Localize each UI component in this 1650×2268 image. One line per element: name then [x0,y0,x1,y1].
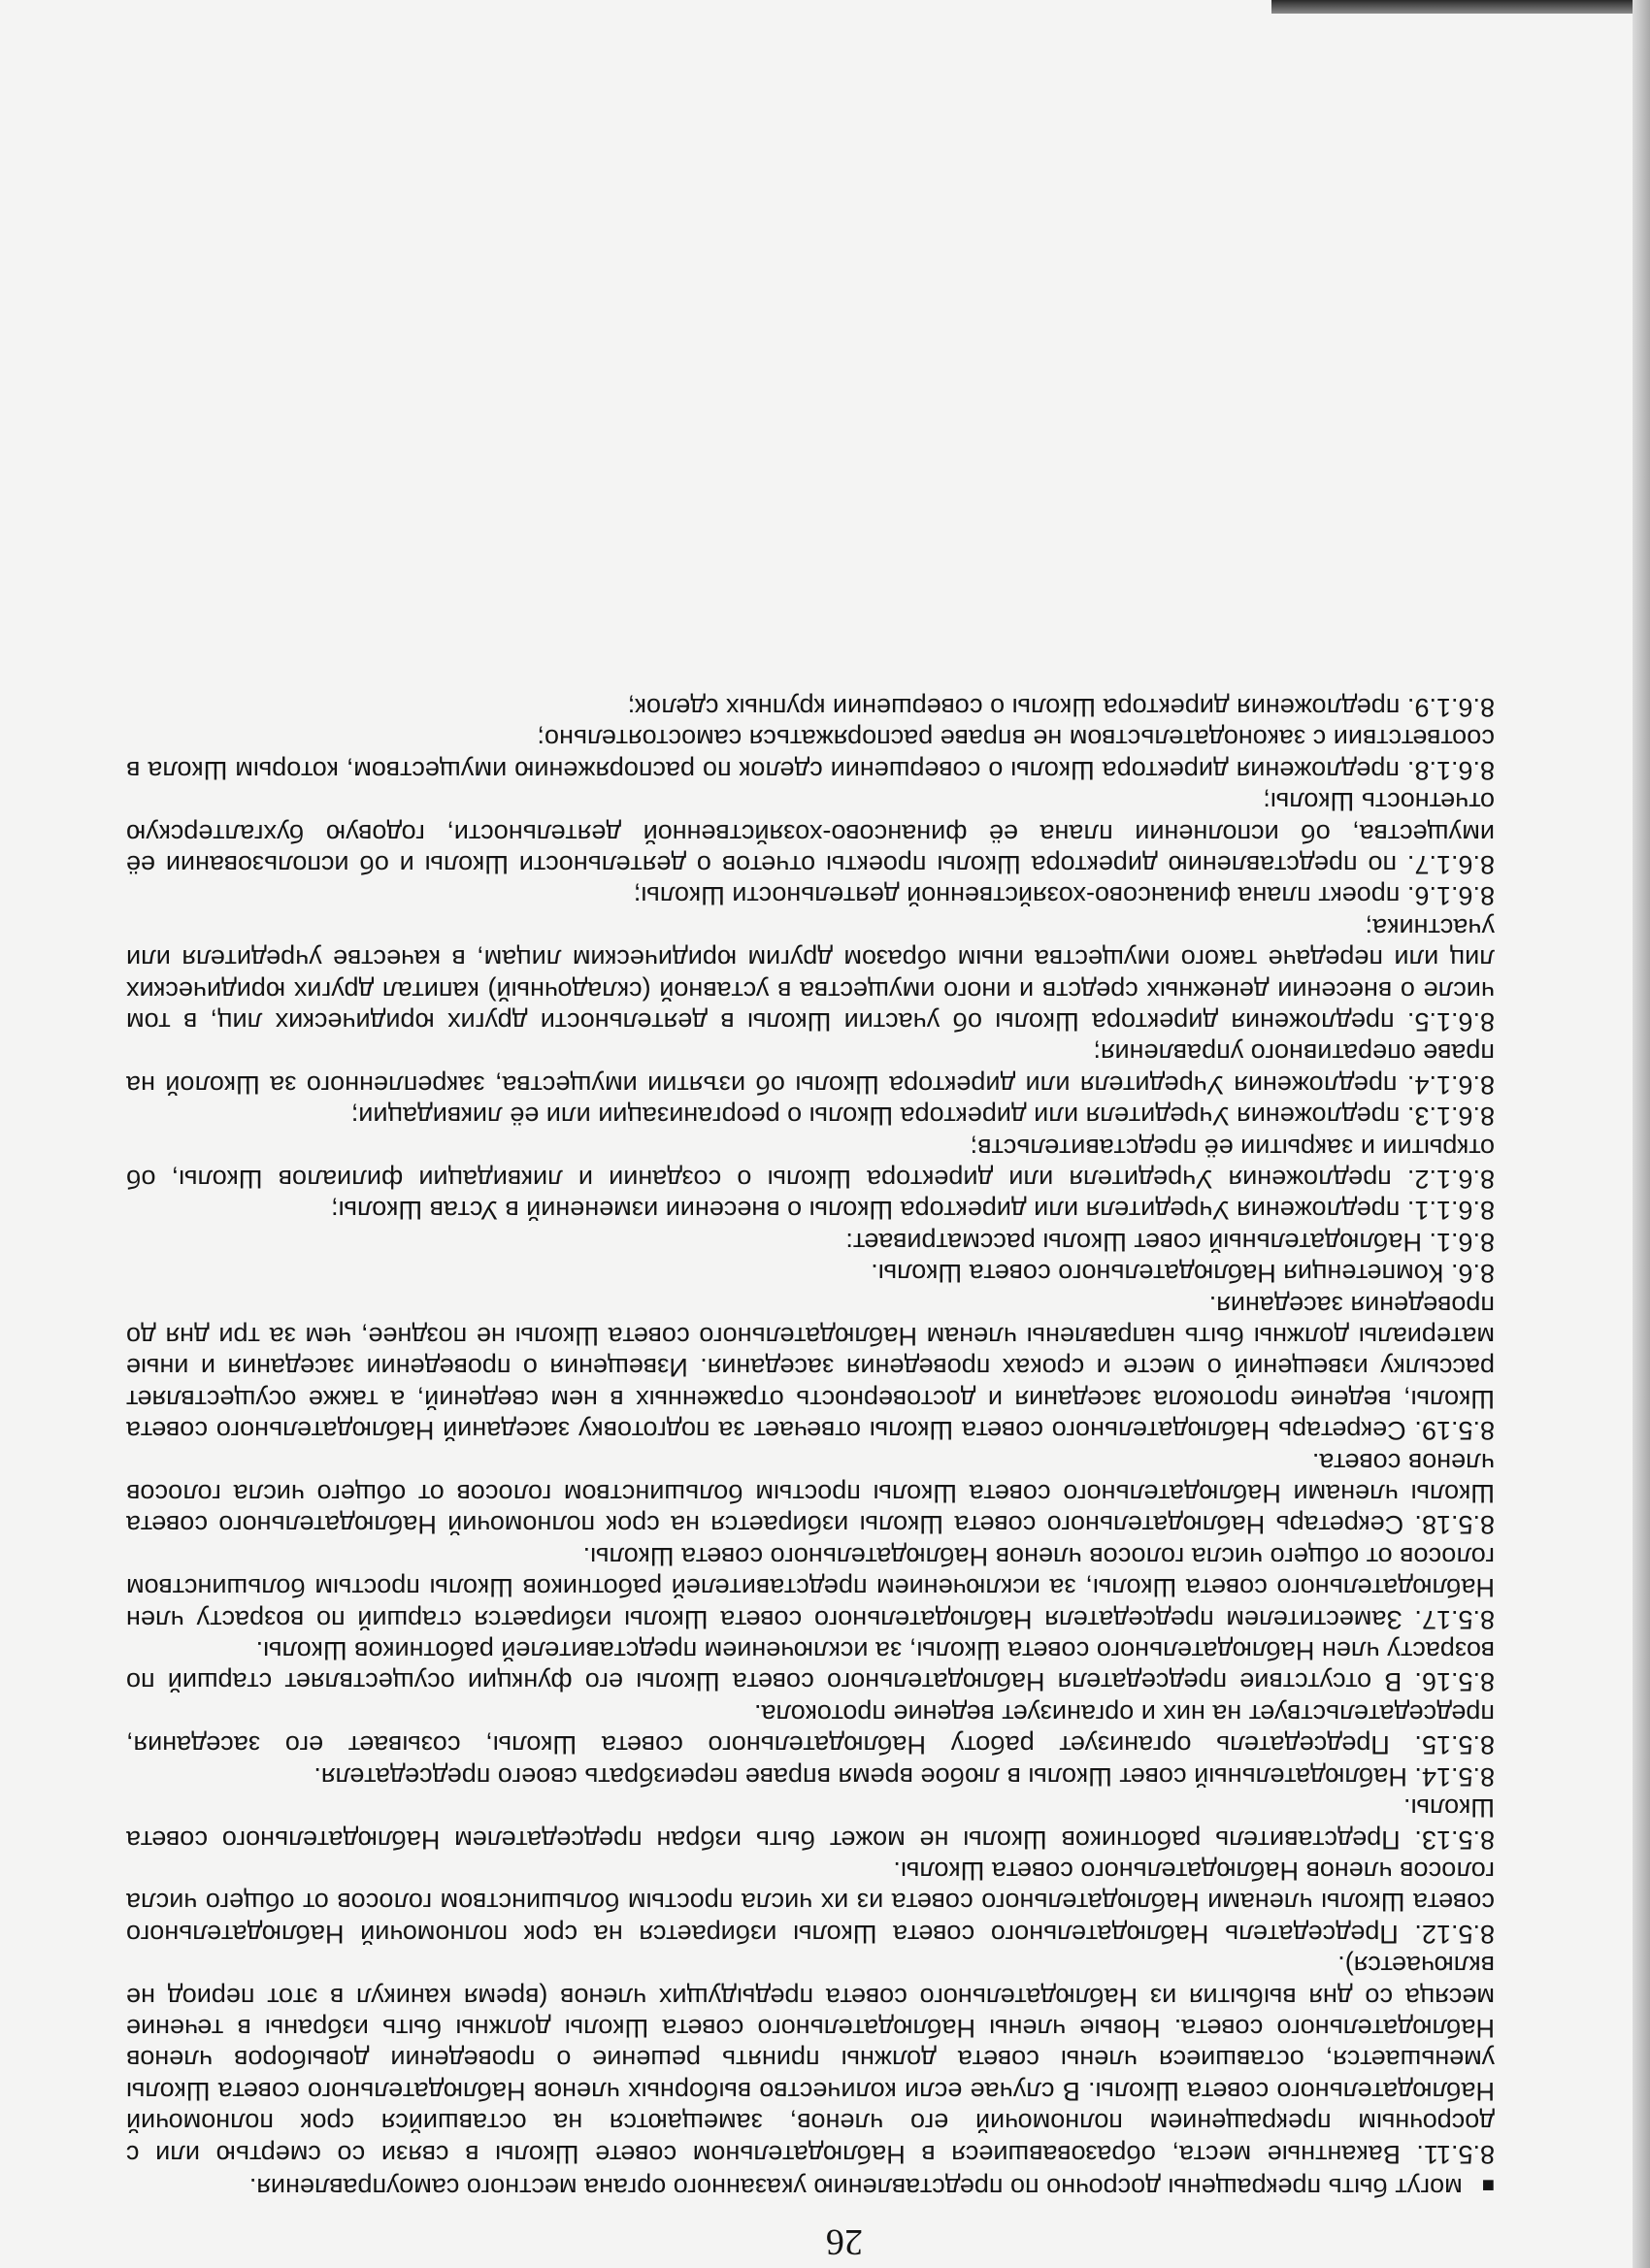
paragraph-8-5-15: 8.5.15. Председатель организует работу Наблюдательного совета Школы, созывает его заседания, председательствует на них и организует ведение протокола. [126,1698,1495,1760]
document-body [126,692,1495,2204]
paragraph-8-6-1-3: 8.6.1.3. предложения Учредителя или директора Школы о реорганизации или её ликвидации; [350,1101,1495,1132]
page-number: 26 [826,2221,863,2262]
scan-top-edge-shadow [1271,0,1650,14]
paragraph-8-5-19: 8.5.19. Секретарь Наблюдательного совета Школы отвечает за подготовку заседаний Наблюдательного совета Школы, ведение протокола заседания и достоверность отраженных в нем сведений, а также осуществляет рассылку извещений о месте и сроках проведения заседания. Извещения о проведении заседания и иные материалы должны быть направлены членам Наблюдательного совета Школы не позднее, чем за три дня до проведения заседания. [126,1290,1495,1446]
paragraph-8-6-1-8: 8.6.1.8. предложения директора Школы о совершении сделок по распоряжению имуществом, которым Школа в соответствии с законодательством не вправе распоряжаться самостоятельно; [126,724,1495,785]
paragraph-8-6-1-7: 8.6.1.7. по представлению директора Школы проекты отчетов о деятельности Школы и об использовании её имущества, об исполнении плана её финансово-хозяйственной деятельности, годовую бухгалтерскую отчетность Школы; [126,787,1495,879]
paragraph-8-6-1-6: 8.6.1.6. проект плана финансово-хозяйственной деятельности Школы; [633,881,1495,911]
paragraph-8-5-14: 8.5.14. Наблюдательный совет Школы в любое время вправе переизбрать своего председателя. [314,1761,1495,1791]
paragraph-8-6-1-2: 8.6.1.2. предложения Учредителя или директора Школы о создании и ликвидации филиалов Школы, об открытии и закрытии её представительств; [126,1133,1495,1194]
paragraph-8-5-13: 8.5.13. Представитель работников Школы не может быть избран председателем Наблюдательного совета Школы. [126,1793,1495,1855]
paragraph-8-5-16: 8.5.16. В отсутствие председателя Наблюдательного совета Школы его функции осуществляет старший по возрасту член Наблюдательного совета Школы, за исключением представителей работников Школы. [126,1636,1495,1697]
scan-right-edge-shadow [1633,0,1650,2268]
paragraph-8-6-1-5: 8.6.1.5. предложения директора Школы об участии Школы в деятельности других юридических лиц, в том числе о внесении денежных средств и иного имущества в уставной (складочный) капитал других юридических лиц или передаче такого имущества иным образом другим юридическим лицам, в качестве учредителя или участника; [126,912,1495,1036]
paragraph-8-6-1-1: 8.6.1.1. предложения Учредителя или директора Школы о внесении изменений в Устав Школы; [331,1196,1495,1226]
document-page-upside-down [78,136,1611,2268]
bullet-text: могут быть прекращены досрочно по представлению указанного органа местного самоуправления. [248,2173,1463,2202]
section-heading-8-6: 8.6. Компетенция Наблюдательного совета Школы. [871,1259,1495,1289]
bullet-dot-icon: ■ [1481,2174,1495,2198]
paragraph-8-6-1: 8.6.1. Наблюдательный совет Школы рассматривает: [845,1227,1495,1257]
paragraph-8-5-12: 8.5.12. Председатель Наблюдательного совета Школы избирается на срок полномочий Наблюдательного совета Школы членами Наблюдательного совета из их числа простым большинством голосов от общего числа голосов членов Наблюдательного совета Школы. [126,1856,1495,1949]
paragraph-8-5-17: 8.5.17. Заместителем председателя Наблюдательного совета Школы избирается старший по возрасту член Наблюдательного совета Школы, за исключением представителей работников Школы простым большинством голосов от общего числа голосов членов Наблюдательного совета Школы. [126,1541,1495,1634]
paragraph-8-5-11: 8.5.11. Вакантные места, образовавшиеся в Наблюдательном совете Школы в связи со смертью или с досрочным прекращением полномочий его членов, замещаются на оставшийся срок полномочий Наблюдательного совета Школы. В случае если количество выборных членов Наблюдательного совета Школы уменьшается, оставшиеся члены совета должны принять решение о проведении довыборов членов Наблюдательного совета. Новые члены Наблюдательного совета Школы должны быть избраны в течение месяца со дня выбытия из Наблюдательного совета предыдущих членов (время каникул в этот период не включается). [126,1951,1495,2169]
paragraph-8-6-1-9: 8.6.1.9. предложения директора Школы о совершении крупных сделок; [627,692,1495,722]
paragraph-8-6-1-4: 8.6.1.4. предложения Учредителя или директора Школы об изъятии имущества, закрепленного за Школой на праве оперативного управления; [126,1038,1495,1100]
bullet-item [126,2170,1495,2203]
paragraph-8-5-18: 8.5.18. Секретарь Наблюдательного совета Школы избирается на срок полномочий Наблюдательного совета Школы членами Наблюдательного совета Школы простым большинством голосов от общего числа голосов членов совета. [126,1447,1495,1540]
